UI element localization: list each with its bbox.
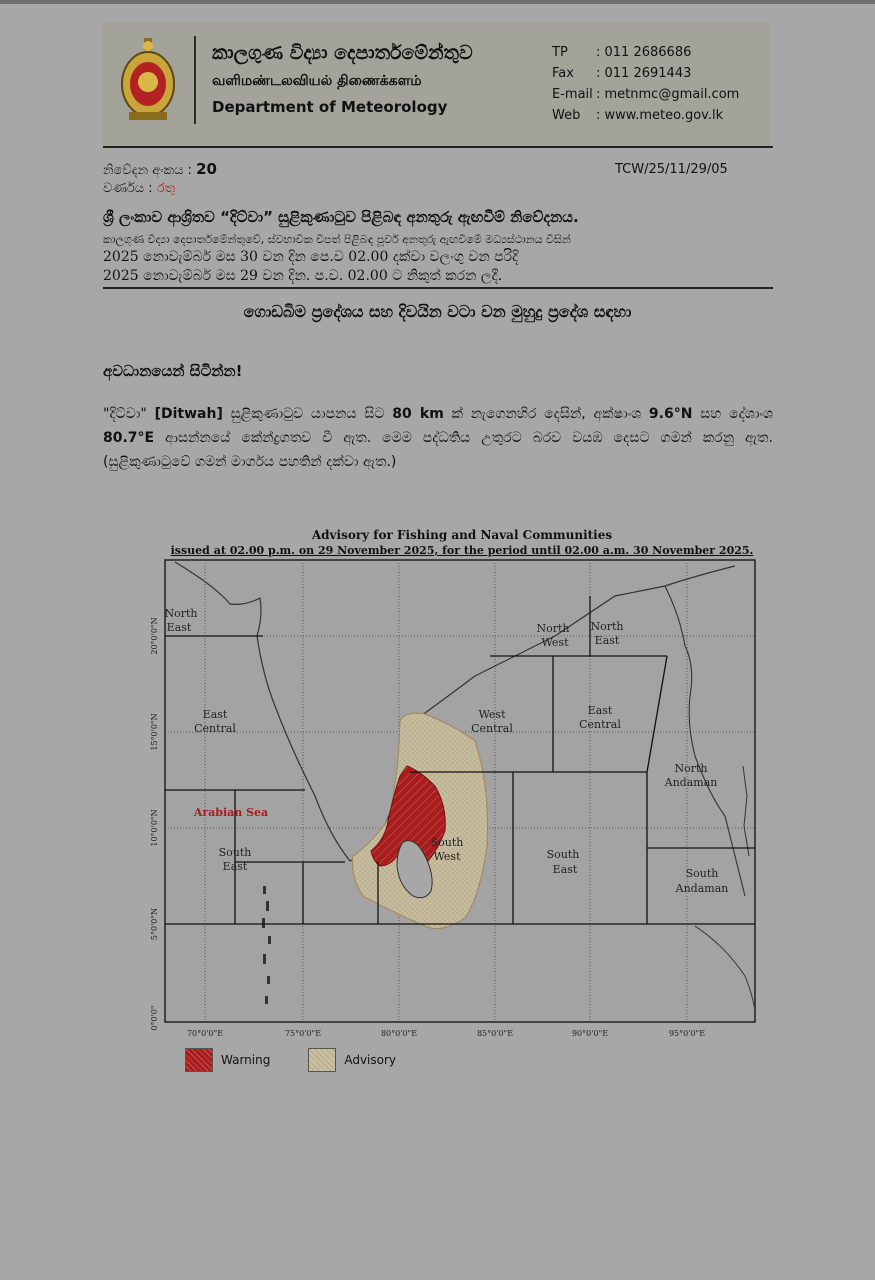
label-south-west-w2: West [433, 850, 461, 863]
label-south-east-w-w1: South [218, 846, 252, 859]
contact-block [552, 42, 739, 126]
contact-web: Web : www.meteo.gov.lk [552, 108, 724, 123]
label-north-east-e-w2: East [594, 634, 620, 647]
label-east-central-e-w1: East [587, 704, 613, 717]
label-east-central-w2: Central [194, 722, 236, 735]
map-title: Advisory for Fishing and Naval Communities [311, 528, 613, 542]
x-tick-85: 85°0'0"E [476, 1029, 514, 1038]
bulletin-validity: 2025 නොවැම්බර් මස 30 වන දින පෙ.ව 02.00 දක්වා වලංගු වන පරිදි [103, 249, 519, 265]
label-north-west-w1: North [536, 622, 570, 635]
bulletin-number: නිවේදන අංකය : 20 [103, 160, 217, 178]
label-west-central-w2: Central [471, 722, 513, 735]
advisory-map [135, 556, 765, 1046]
title-rule [103, 287, 773, 289]
contact-email: E-mail : metnmc@gmail.com [552, 87, 740, 102]
bulletin-color: වර්ණය : රතු [103, 181, 176, 196]
bulletin-issuer: කාලගුණ විද්‍යා දෙපාර්තමේන්තුවේ, ස්වභාවික විපත් පිළිබඳ පූර්ව අනතුරු ඇඟවීමේ මධ්‍යස්ථානය විසින් [103, 233, 571, 246]
map-subtitle: issued at 02.00 p.m. on 29 November 2025, for the period until 02.00 a.m. 30 November 2025. [170, 544, 754, 557]
bulletin-title: ශ්‍රී ලංකාව ආශ්‍රිතව “දිට්වා” සුළිකුණාටුව පිළිබඳ අනතුරු ඇඟවීම් නිවේදනය. [103, 208, 579, 226]
x-tick-90: 90°0'0"E [571, 1029, 609, 1038]
section-heading: ගොඩබිම ප්‍රදේශය සහ දිවයින වටා වන මුහුදු ප්‍රදේශ සඳහා [243, 302, 632, 321]
divider-line [194, 36, 196, 124]
y-tick-0: 0°0'0" [150, 1005, 159, 1031]
legend-advisory-swatch [308, 1048, 336, 1072]
y-tick-15: 15°0'0"N [150, 713, 159, 751]
label-east-central-e-w2: Central [579, 718, 621, 731]
legend-warning-swatch [185, 1048, 213, 1072]
x-tick-70: 70°0'0"E [186, 1029, 224, 1038]
org-name-tamil: வளிமண்டலவியல் திணைக்களம் [212, 73, 422, 89]
label-south-west-w1: South [430, 836, 464, 849]
bulletin-issued: 2025 නොවැම්බර් මස 29 වන දින. ප.ව. 02.00 ට නිකුත් කරන ලදී. [103, 268, 503, 284]
label-north-west-w2: West [541, 636, 569, 649]
label-south-east-e-w2: East [552, 863, 578, 876]
contact-tp: TP : 011 2686686 [552, 45, 692, 60]
attention-heading: අවධානයෙන් සිටින්න! [103, 362, 243, 380]
label-east-central-w1: East [202, 708, 228, 721]
y-tick-5: 5°0'0"N [150, 907, 159, 941]
top-border [0, 0, 875, 4]
header-rule [103, 146, 773, 148]
label-arabian-sea: Arabian Sea [193, 806, 269, 819]
legend-warning-label: Warning [221, 1053, 271, 1067]
label-north-east-w1: North [164, 607, 198, 620]
x-tick-75: 75°0'0"E [284, 1029, 322, 1038]
x-tick-95: 95°0'0"E [668, 1029, 706, 1038]
map-legend [185, 1048, 396, 1072]
label-north-andaman-w1: North [674, 762, 708, 775]
legend-advisory-label: Advisory [344, 1053, 397, 1067]
bulletin-reference: TCW/25/11/29/05 [615, 162, 728, 177]
org-name-english: Department of Meteorology [212, 98, 448, 116]
bulletin-body: "දිට්වා" [Ditwah] සුළිකුණාටුව යාපනය සිට 80 km ක් නැගෙනහිර දෙසින්, අක්ෂාංශ 9.6°N සහ දේශාංශ 80.7°E ආසන්නයේ කේන්ද්‍රගතව වී ඇත. මෙම පද්ධතිය උතුරට බරව වයඹ දෙසට ගමන් කරනු ඇත. (සුළිකුණාටුවේ ගමන් මාර්ගය පහතින් දක්වා ඇත.) [103, 406, 773, 470]
label-north-east-e-w1: North [590, 620, 624, 633]
label-south-andaman-w2: Andaman [675, 882, 729, 895]
x-tick-80: 80°0'0"E [380, 1029, 418, 1038]
label-south-east-w-w2: East [222, 860, 248, 873]
letterhead [103, 22, 771, 146]
org-name-sinhala: කාලගුණ විද්‍යා දෙපාර්තමේන්තුව [212, 42, 473, 64]
sri-lanka-emblem-icon [119, 36, 177, 122]
label-north-east-w2: East [166, 621, 192, 634]
y-tick-10: 10°0'0"N [150, 809, 159, 847]
label-south-east-e-w1: South [546, 848, 580, 861]
contact-fax: Fax : 011 2691443 [552, 66, 692, 81]
label-north-andaman-w2: Andaman [664, 776, 718, 789]
y-tick-20: 20°0'0"N [150, 617, 159, 655]
label-west-central-w1: West [478, 708, 506, 721]
label-south-andaman-w1: South [685, 867, 719, 880]
